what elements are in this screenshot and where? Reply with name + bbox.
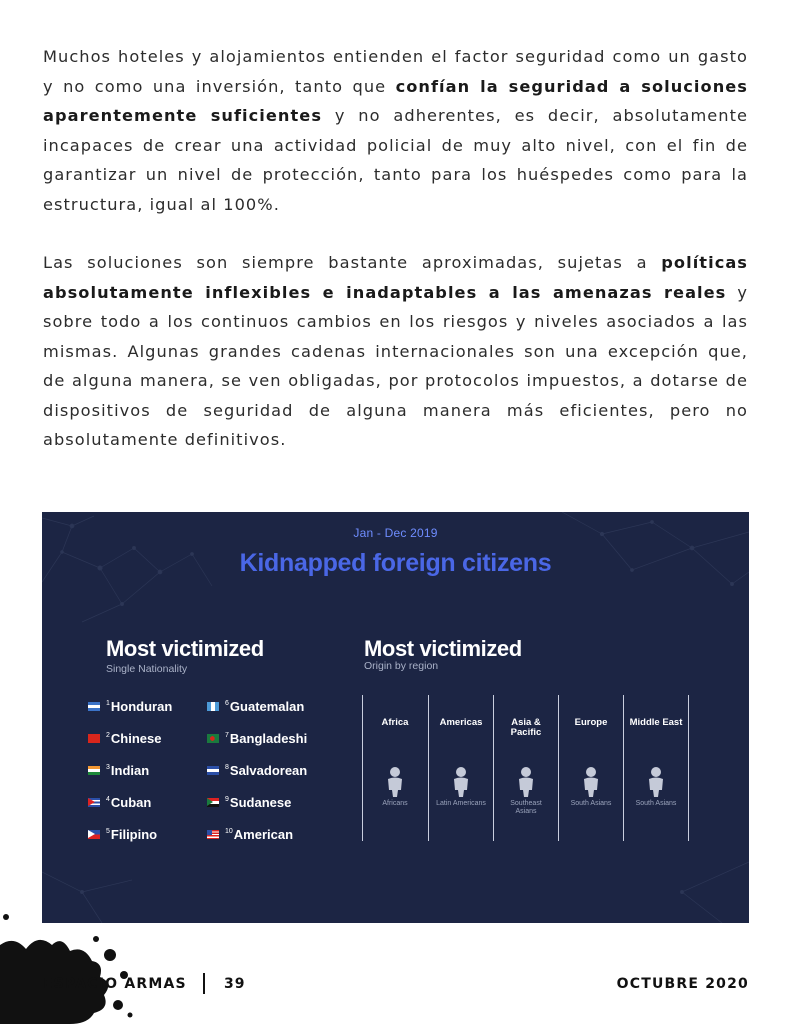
region-demonym: South Asians — [635, 800, 677, 807]
region-section-subtitle: Origin by region — [364, 660, 439, 672]
person-icon — [452, 766, 470, 798]
infographic-title: Kidnapped foreign citizens — [239, 549, 552, 577]
region-label: Middle East — [629, 717, 683, 728]
person-icon — [647, 766, 665, 798]
nationality-name: Guatemalan — [229, 699, 305, 714]
paragraph-2-bold-text: políticas absolutamente inflexibles e inadaptables a las amenazas reales — [43, 253, 748, 302]
nationality-name: Cuban — [110, 795, 152, 810]
nationality-rank: 5 — [106, 828, 110, 835]
nationality-item — [207, 795, 291, 810]
region-demonym: Africans — [382, 800, 408, 807]
nationality-name: Indian — [110, 763, 150, 778]
column-divider — [428, 695, 429, 841]
nationality-name: Sudanese — [229, 795, 292, 810]
ink-splat-decoration — [0, 905, 140, 1024]
column-divider — [688, 695, 689, 841]
nationality-name: Bangladeshi — [229, 731, 308, 746]
paragraph-2 — [43, 248, 748, 455]
nationality-item — [207, 731, 307, 746]
honduras-flag-icon — [88, 702, 100, 711]
nationality-rank: 10 — [225, 828, 233, 835]
infographic-period: Jan - Dec 2019 — [353, 526, 438, 540]
nationality-item — [88, 827, 157, 842]
person-icon — [582, 766, 600, 798]
nationality-item — [88, 731, 161, 746]
nationality-rank: 7 — [225, 732, 229, 739]
cuba-flag-icon — [88, 798, 100, 807]
footer-separator — [203, 973, 205, 994]
column-divider — [558, 695, 559, 841]
region-demonym: Latin Americans — [436, 800, 486, 807]
issue-date: OCTUBRE 2020 — [616, 976, 749, 992]
nationality-item — [88, 795, 151, 810]
philippines-flag-icon — [88, 830, 100, 839]
column-divider — [493, 695, 494, 841]
column-divider — [362, 695, 363, 841]
nationality-rank: 8 — [225, 764, 229, 771]
region-label: Africa — [381, 717, 409, 728]
nationality-rank: 9 — [225, 796, 229, 803]
nationality-rank: 6 — [225, 700, 229, 707]
region-demonym: South Asians — [570, 800, 612, 807]
paragraph-2-text-end: y sobre todo a los continuos cambios en los riesgos y niveles asociados a las mismas. Algunas grandes cadenas internacionales son una excepción que, de alguna manera, se ven obligadas, por protocolos impuestos, a dotarse de dispositivos de seguridad de alguna manera más eficientes, pero no absolutamente definitivos. — [43, 282, 748, 449]
nationality-name: Honduran — [110, 699, 173, 714]
nationality-item — [207, 827, 293, 842]
nationality-section-subtitle: Single Nationality — [106, 663, 188, 675]
kidnapping-infographic — [42, 512, 749, 923]
region-demonym: Southeast Asians — [510, 800, 542, 815]
nationality-section-title: Most victimized — [106, 636, 264, 661]
bangladesh-flag-icon — [207, 734, 219, 743]
nationality-rank: 1 — [106, 700, 110, 707]
region-label: Asia & Pacific — [510, 717, 542, 738]
nationality-item — [207, 763, 307, 778]
column-divider — [623, 695, 624, 841]
nationality-name: American — [233, 827, 294, 842]
nationality-rank: 3 — [106, 764, 110, 771]
el-salvador-flag-icon — [207, 766, 219, 775]
person-icon — [517, 766, 535, 798]
guatemala-flag-icon — [207, 702, 219, 711]
paragraph-1-text-start: Muchos hoteles y alojamientos entienden el factor seguridad como un gasto y no como una inversión, tanto que — [43, 47, 748, 96]
region-label: Americas — [439, 717, 483, 728]
region-section-title: Most victimized — [364, 636, 522, 661]
nationality-name: Filipino — [110, 827, 158, 842]
nationality-rank: 4 — [106, 796, 110, 803]
magazine-name: ESPACIO ARMAS — [43, 976, 187, 992]
usa-flag-icon — [207, 830, 219, 839]
nationality-name: Salvadorean — [229, 763, 308, 778]
paragraph-2-text-start: Las soluciones son siempre bastante aproximadas, sujetas a — [43, 253, 662, 272]
paragraph-1 — [43, 42, 748, 219]
india-flag-icon — [88, 766, 100, 775]
china-flag-icon — [88, 734, 100, 743]
nationality-item — [88, 763, 149, 778]
region-label: Europe — [574, 717, 608, 728]
nationality-item — [88, 699, 172, 714]
nationality-name: Chinese — [110, 731, 162, 746]
person-icon — [386, 766, 404, 798]
sudan-flag-icon — [207, 798, 219, 807]
page-number: 39 — [224, 976, 246, 992]
paragraph-1-bold-text: confían la seguridad a soluciones aparentemente suficientes — [43, 76, 748, 125]
paragraph-1-text-end: y no adherentes, es decir, absolutamente incapaces de crear una actividad policial de muy alto nivel, con el fin de garantizar un nivel de protección, tanto para los huéspedes como para la estructura, igual al 100%. — [43, 106, 748, 214]
nationality-item — [207, 699, 304, 714]
nationality-rank: 2 — [106, 732, 110, 739]
